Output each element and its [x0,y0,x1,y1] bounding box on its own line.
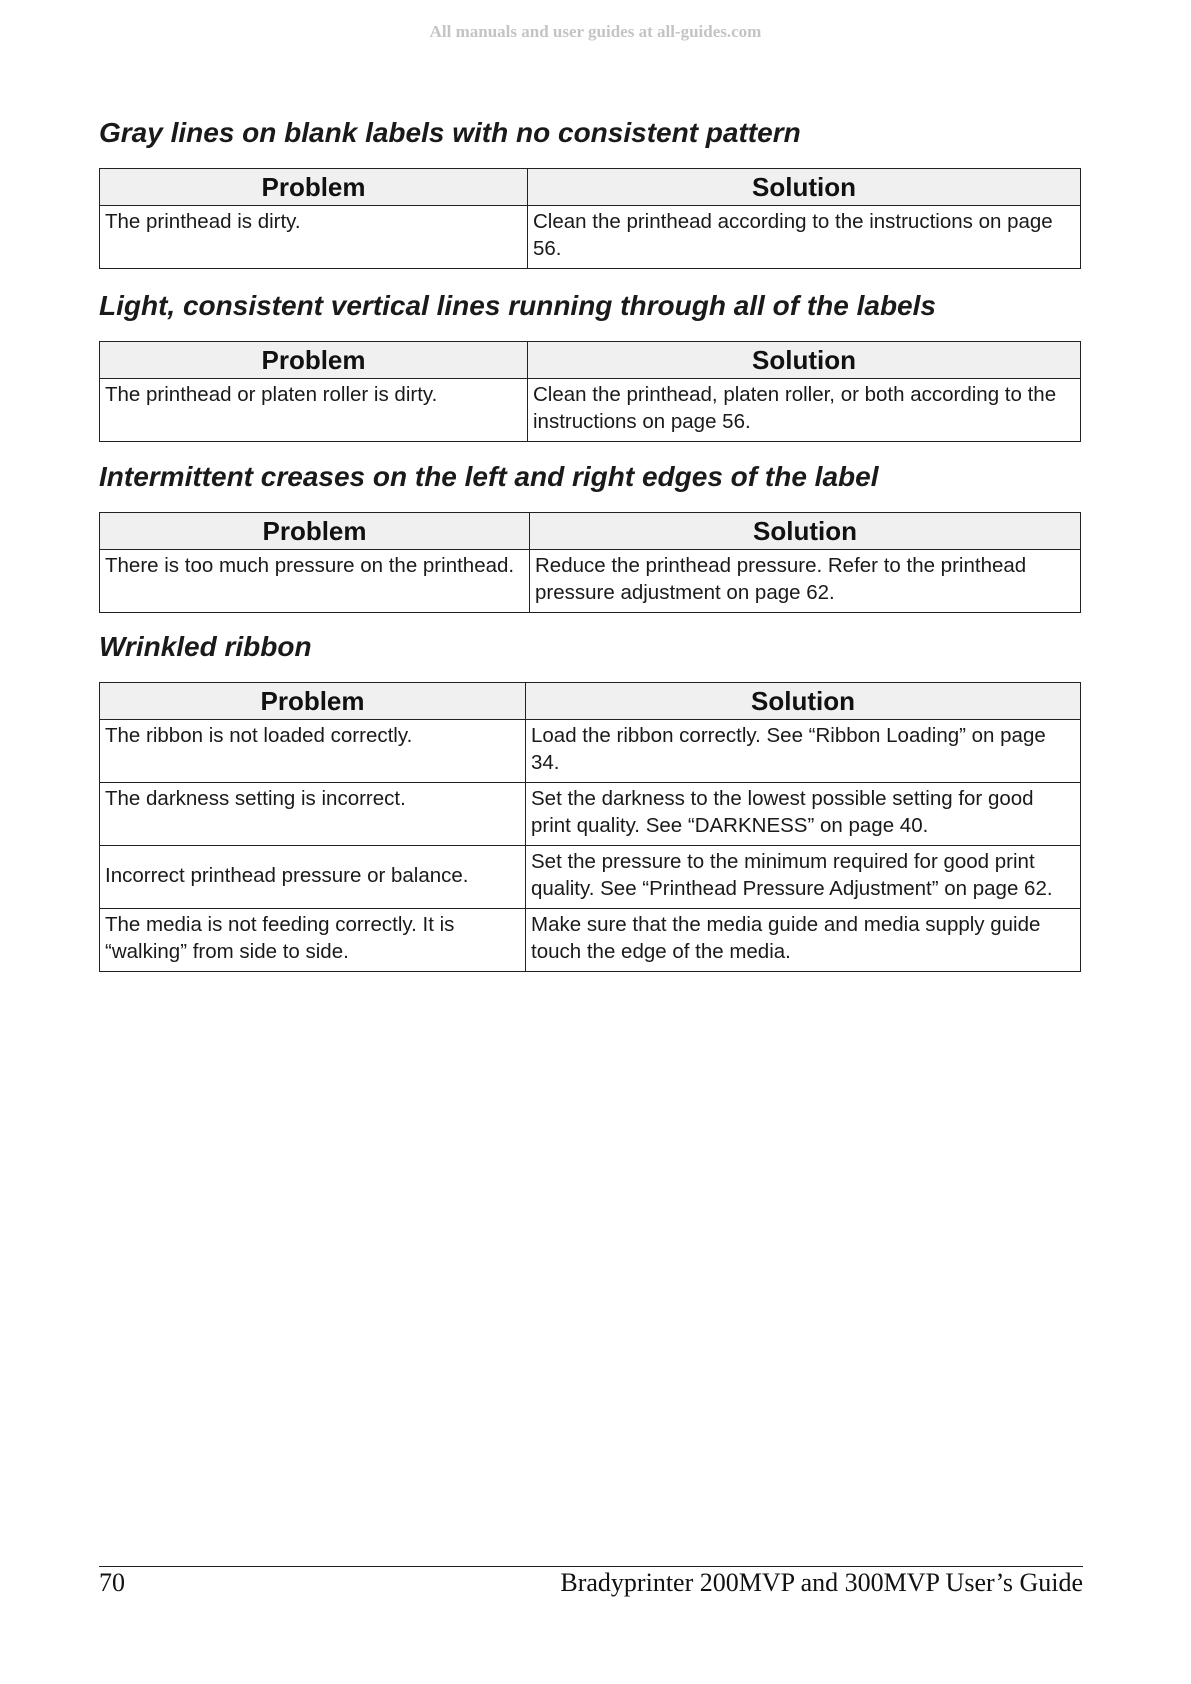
footer-divider [99,1566,1083,1567]
table-row [100,550,1081,613]
table-row [100,379,1081,442]
table-header-row [100,342,1081,379]
problem-column-header: Problem [100,683,526,720]
troubleshooting-table [99,682,1081,972]
solution-cell: Make sure that the media guide and media supply guide touch the edge of the media. [526,909,1081,972]
problem-cell: The printhead is dirty. [100,206,528,269]
section-heading: Light, consistent vertical lines running through all of the labels [99,290,936,321]
table-row [100,783,1081,846]
solution-column-header: Solution [530,513,1081,550]
problem-cell: Incorrect printhead pressure or balance. [100,846,526,909]
solution-column-header: Solution [528,342,1081,379]
solution-cell: Set the darkness to the lowest possible setting for good print quality. See “DARKNESS” on page 40. [526,783,1081,846]
solution-cell: Load the ribbon correctly. See “Ribbon Loading” on page 34. [526,720,1081,783]
problem-cell: The printhead or platen roller is dirty. [100,379,528,442]
section-vertical-lines [99,289,1080,442]
solution-cell: Clean the printhead according to the instructions on page 56. [528,206,1081,269]
problem-cell: There is too much pressure on the printhead. [100,550,530,613]
solution-column-header: Solution [526,683,1081,720]
table-header-row [100,169,1081,206]
table-header-row [100,513,1081,550]
section-intermittent-creases [99,460,1080,613]
problem-cell: The darkness setting is incorrect. [100,783,526,846]
problem-cell: The media is not feeding correctly. It is “walking” from side to side. [100,909,526,972]
table-row [100,206,1081,269]
solution-cell: Clean the printhead, platen roller, or both according to the instructions on page 56. [528,379,1081,442]
table-row [100,846,1081,909]
section-wrinkled-ribbon [99,630,1080,972]
problem-column-header: Problem [100,513,530,550]
problem-cell: The ribbon is not loaded correctly. [100,720,526,783]
troubleshooting-table [99,512,1081,613]
section-gray-lines [99,116,1080,269]
table-header-row [100,683,1081,720]
table-row [100,720,1081,783]
troubleshooting-table [99,168,1081,269]
section-heading: Intermittent creases on the left and right edges of the label [99,461,879,492]
solution-cell: Reduce the printhead pressure. Refer to the printhead pressure adjustment on page 62. [530,550,1081,613]
problem-column-header: Problem [100,342,528,379]
section-heading: Gray lines on blank labels with no consistent pattern [99,117,801,148]
watermark: All manuals and user guides at all-guides.com [429,22,762,41]
solution-cell: Set the pressure to the minimum required for good print quality. See “Printhead Pressure Adjustment” on page 62. [526,846,1081,909]
solution-column-header: Solution [528,169,1081,206]
guide-title: Bradyprinter 200MVP and 300MVP User’s Guide [560,1568,1083,1597]
page-footer [99,1568,1083,1600]
section-heading: Wrinkled ribbon [99,631,312,662]
troubleshooting-table [99,341,1081,442]
table-row [100,909,1081,972]
problem-column-header: Problem [100,169,528,206]
page-number: 70 [99,1568,125,1597]
